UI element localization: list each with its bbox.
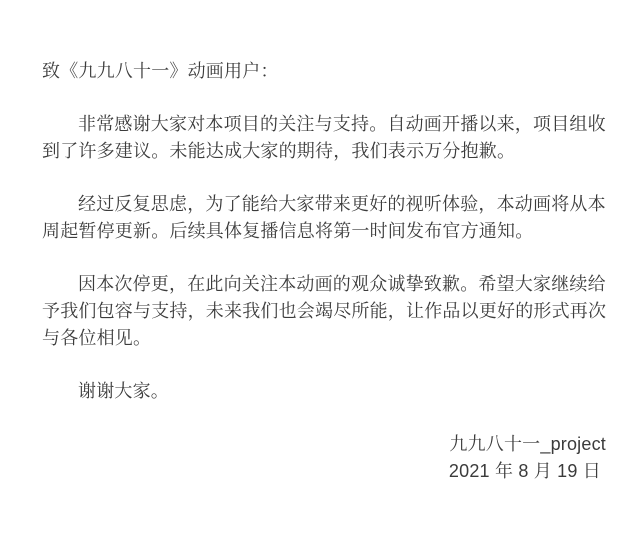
- paragraph-closing: [42, 378, 606, 405]
- paragraph-line: 予我们包容与支持，未来我们也会竭尽所能，让作品以更好的形式再次: [42, 301, 607, 321]
- paragraph-suspension: [42, 191, 606, 245]
- paragraph-line: 谢谢大家。: [78, 381, 169, 401]
- paragraph-line: 周起暂停更新。后续具体复播信息将第一时间发布官方通知。: [42, 221, 534, 241]
- salutation: 致《九九八十一》动画用户：: [42, 61, 279, 81]
- paragraph-line: 非常感谢大家对本项目的关注与支持。自动画开播以来，项目组收: [78, 114, 606, 134]
- paragraph-apology: [42, 271, 606, 352]
- signature-block: [42, 431, 606, 485]
- paragraph-line: 因本次停更，在此向关注本动画的观众诚挚致歉。希望大家继续给: [78, 274, 606, 294]
- paragraph-thanks: [42, 111, 606, 165]
- paragraph-line: 经过反复思虑，为了能给大家带来更好的视听体验，本动画将从本: [78, 194, 606, 214]
- paragraph-line: 与各位相见。: [42, 328, 152, 348]
- date: 2021 年 8 月 19 日: [448, 461, 601, 481]
- signature: 九九八十一_project: [449, 434, 606, 454]
- paragraph-line: 到了许多建议。未能达成大家的期待，我们表示万分抱歉。: [42, 141, 516, 161]
